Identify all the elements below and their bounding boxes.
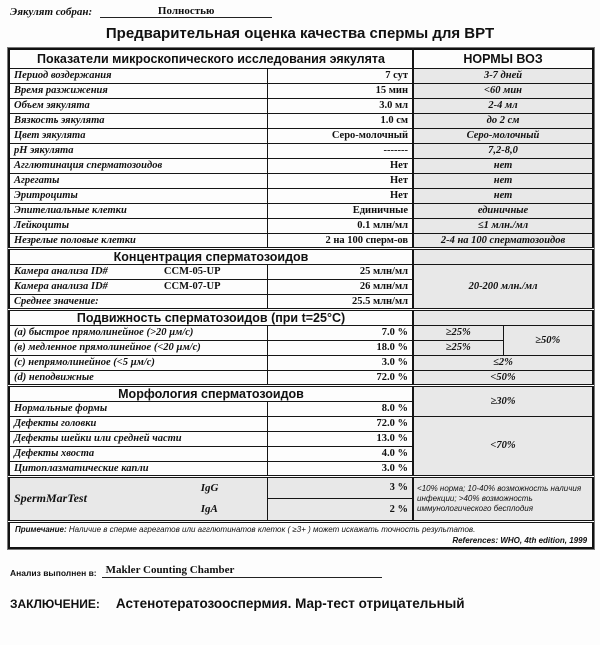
row-norm: 2-4 на 100 сперматозоидов <box>413 233 593 248</box>
row-value: 1.0 см <box>267 113 413 128</box>
row-value: 2 на 100 сперм-ов <box>267 233 413 248</box>
section-norm-empty <box>413 248 593 264</box>
row-value: 25.5 млн/мл <box>267 294 413 309</box>
row-label-cell <box>9 279 267 294</box>
row-norm: 7,2-8,0 <box>413 143 593 158</box>
mar-test-iga-label: IgA <box>200 503 218 515</box>
references-text: References: WHO, 4th edition, 1999 <box>452 535 588 545</box>
row-value: 4.0 % <box>267 446 413 461</box>
section-title-morphology: Морфология сперматозоидов <box>9 385 413 401</box>
column-header-who-norms: НОРМЫ ВОЗ <box>413 49 593 68</box>
row-label: Объем эякулята <box>9 98 267 113</box>
row-label-cell <box>9 264 267 279</box>
note-label: Примечание: <box>15 524 67 534</box>
table-header-row <box>9 49 593 68</box>
section-row-concentration <box>9 248 593 264</box>
mar-test-iga-value: 2 % <box>267 499 413 522</box>
table-row <box>9 68 593 83</box>
mar-test-igg-label: IgG <box>200 482 219 494</box>
row-value: Единичные <box>267 203 413 218</box>
row-label: Период воздержания <box>9 68 267 83</box>
column-header-parameters: Показатели микроскопического исследования эякулята <box>9 49 413 68</box>
row-label: Время разжижения <box>9 83 267 98</box>
note-row <box>9 521 593 548</box>
ejaculate-collected-line <box>10 5 600 18</box>
conclusion-label: ЗАКЛЮЧЕНИЕ: <box>10 596 100 611</box>
table-row <box>9 203 593 218</box>
table-row <box>9 218 593 233</box>
row-value: 25 млн/мл <box>267 264 413 279</box>
row-label: Незрелые половые клетки <box>9 233 267 248</box>
note-text: Наличие в сперме агрегатов или агглютинатов клеток ( ≥3+ ) может искажать точность результатов. <box>68 524 476 534</box>
mar-test-norm-text: <10% норма; 10-40% возможность наличия инфекции; >40% возможность иммунологического бесплодия <box>413 476 593 521</box>
row-value: 7.0 % <box>267 325 413 340</box>
motility-norm-c: ≤2% <box>413 355 593 370</box>
row-norm: единичные <box>413 203 593 218</box>
row-value: 18.0 % <box>267 340 413 355</box>
row-label: Дефекты головки <box>9 416 267 431</box>
mar-test-row <box>9 476 593 499</box>
row-label: Дефекты шейки или средней части <box>9 431 267 446</box>
row-label: (d) неподвижные <box>9 370 267 385</box>
row-label: Эритроциты <box>9 188 267 203</box>
row-label: Лейкоциты <box>9 218 267 233</box>
conclusion-line <box>10 596 600 611</box>
conclusion-value: Астенотератозооспермия. Мар-тест отрицательный <box>115 595 465 611</box>
row-label: Цвет эякулята <box>9 128 267 143</box>
table-row <box>9 355 593 370</box>
report-table-wrap <box>7 47 595 550</box>
row-norm: 2-4 мл <box>413 98 593 113</box>
row-label: Камера анализа ID# <box>14 266 108 277</box>
table-row <box>9 173 593 188</box>
mar-test-name: SpermMarTest <box>14 491 87 505</box>
row-value: 8.0 % <box>267 401 413 416</box>
table-row <box>9 143 593 158</box>
table-row <box>9 128 593 143</box>
section-title-concentration: Концентрация сперматозоидов <box>9 248 413 264</box>
section-row-morphology <box>9 385 593 401</box>
row-label: (в) медленное прямолинейное (<20 µм/с) <box>9 340 267 355</box>
row-value: 13.0 % <box>267 431 413 446</box>
table-row <box>9 370 593 385</box>
table-row <box>9 158 593 173</box>
concentration-norm: 20-200 млн./мл <box>413 264 593 309</box>
table-row <box>9 98 593 113</box>
table-row <box>9 325 593 340</box>
note-cell <box>9 521 593 548</box>
row-value: Нет <box>267 173 413 188</box>
performed-in-line <box>10 564 600 578</box>
row-norm: нет <box>413 158 593 173</box>
row-value: Серо-молочный <box>267 128 413 143</box>
motility-norm-d: <50% <box>413 370 593 385</box>
row-label: pH эякулята <box>9 143 267 158</box>
table-row <box>9 416 593 431</box>
chamber-id: ССМ-07-UP <box>163 281 221 292</box>
row-norm: нет <box>413 188 593 203</box>
collected-label: Эякулят собран: <box>10 6 93 18</box>
mar-test-igg-value: 3 % <box>267 476 413 499</box>
mar-test-antibody-list <box>201 478 219 520</box>
row-value: 3.0 % <box>267 355 413 370</box>
row-label: Агглютинация сперматозоидов <box>9 158 267 173</box>
section-row-motility <box>9 309 593 325</box>
motility-norm-b: ≥25% <box>413 340 503 355</box>
row-label: (с) непрямолинейное (<5 µм/с) <box>9 355 267 370</box>
row-label: Эпителиальные клетки <box>9 203 267 218</box>
morphology-norm-normal: ≥30% <box>413 385 593 416</box>
row-label: Вязкость эякулята <box>9 113 267 128</box>
table-row <box>9 233 593 248</box>
section-norm-empty <box>413 309 593 325</box>
performed-value-underline: Makler Counting Chamber <box>102 564 382 578</box>
row-label: (а) быстрое прямолинейное (>20 µм/с) <box>9 325 267 340</box>
mar-test-label-cell <box>9 476 267 521</box>
collected-value-underline: Полностью <box>100 5 272 18</box>
table-row <box>9 113 593 128</box>
row-value: ------- <box>267 143 413 158</box>
row-value: 72.0 % <box>267 370 413 385</box>
table-row <box>9 83 593 98</box>
row-label: Агрегаты <box>9 173 267 188</box>
motility-norm-ab: ≥50% <box>503 325 593 355</box>
row-label: Цитоплазматические капли <box>9 461 267 476</box>
row-value: 15 мин <box>267 83 413 98</box>
section-title-motility: Подвижность сперматозоидов (при t=25°C) <box>9 309 413 325</box>
row-label: Среднее значение: <box>9 294 267 309</box>
row-norm: нет <box>413 173 593 188</box>
row-norm: 3-7 дней <box>413 68 593 83</box>
motility-norm-a: ≥25% <box>413 325 503 340</box>
row-value: 3.0 % <box>267 461 413 476</box>
performed-label: Анализ выполнен в: <box>10 567 97 578</box>
row-value: 3.0 мл <box>267 98 413 113</box>
row-label: Камера анализа ID# <box>14 281 108 292</box>
table-row <box>9 264 593 279</box>
row-label: Дефекты хвоста <box>9 446 267 461</box>
morphology-norm-defects: <70% <box>413 416 593 476</box>
row-label: Нормальные формы <box>9 401 267 416</box>
table-row <box>9 188 593 203</box>
row-value: Нет <box>267 158 413 173</box>
row-value: 0.1 млн/мл <box>267 218 413 233</box>
page-title: Предварительная оценка качества спермы для ВРТ <box>105 25 495 42</box>
row-value: Нет <box>267 188 413 203</box>
row-norm: <60 мин <box>413 83 593 98</box>
row-value: 26 млн/мл <box>267 279 413 294</box>
row-norm: Серо-молочный <box>413 128 593 143</box>
row-value: 7 сут <box>267 68 413 83</box>
report-table <box>8 48 594 549</box>
row-value: 72.0 % <box>267 416 413 431</box>
chamber-id: ССМ-05-UP <box>163 266 221 277</box>
row-norm: до 2 см <box>413 113 593 128</box>
row-norm: ≤1 млн./мл <box>413 218 593 233</box>
